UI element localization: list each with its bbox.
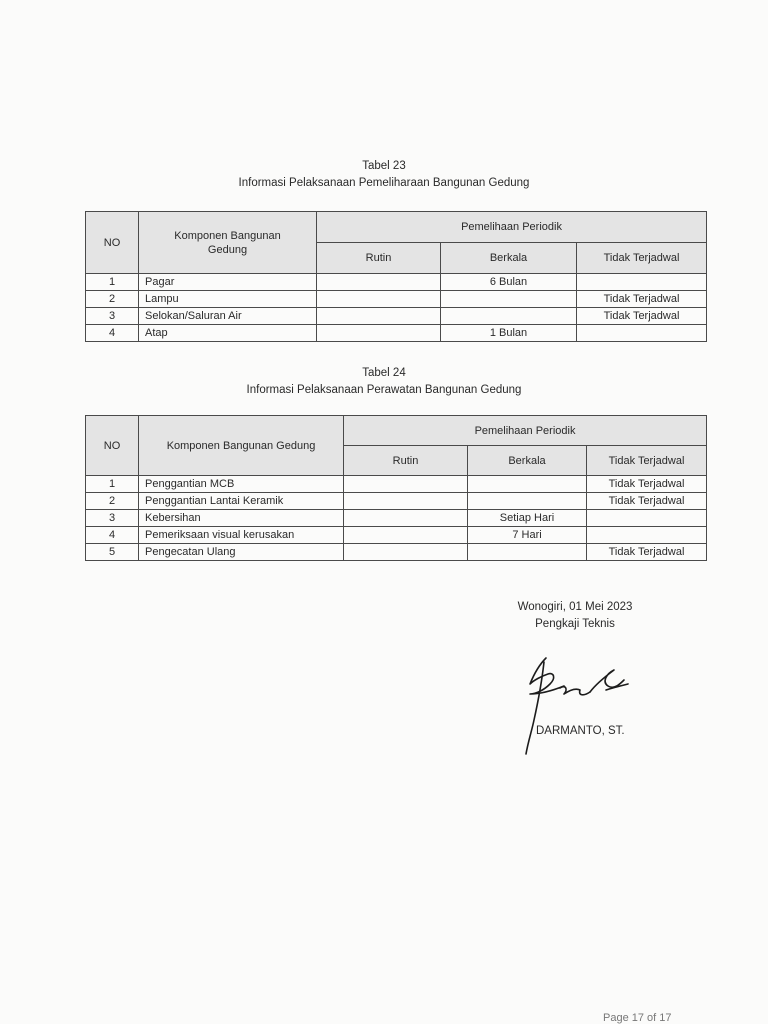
cell-berkala: 6 Bulan bbox=[441, 274, 577, 291]
table24-header-rutin: Rutin bbox=[344, 446, 468, 476]
cell-rutin bbox=[344, 493, 468, 510]
table23-header-berkala: Berkala bbox=[441, 243, 577, 274]
cell-tidak bbox=[577, 274, 707, 291]
cell-no: 1 bbox=[86, 476, 139, 493]
cell-komponen: Lampu bbox=[139, 291, 317, 308]
cell-rutin bbox=[317, 308, 441, 325]
cell-rutin bbox=[344, 544, 468, 561]
signature-role: Pengkaji Teknis bbox=[535, 618, 615, 630]
cell-rutin bbox=[344, 510, 468, 527]
cell-komponen: Pemeriksaan visual kerusakan bbox=[139, 527, 344, 544]
cell-rutin bbox=[317, 325, 441, 342]
cell-komponen: Pagar bbox=[139, 274, 317, 291]
page-number: Page 17 of 17 bbox=[603, 1012, 672, 1024]
cell-tidak: Tidak Terjadwal bbox=[587, 476, 707, 493]
table24-header-berkala: Berkala bbox=[468, 446, 587, 476]
signature-name: DARMANTO, ST. bbox=[536, 725, 625, 737]
cell-rutin bbox=[317, 274, 441, 291]
table-row bbox=[86, 308, 707, 325]
cell-tidak: Tidak Terjadwal bbox=[577, 291, 707, 308]
cell-komponen: Pengecatan Ulang bbox=[139, 544, 344, 561]
handwritten-signature bbox=[520, 650, 640, 760]
cell-no: 3 bbox=[86, 308, 139, 325]
table23 bbox=[85, 211, 707, 342]
table-row bbox=[86, 291, 707, 308]
table-row bbox=[86, 527, 707, 544]
table-row bbox=[86, 476, 707, 493]
table24-header-komponen: Komponen Bangunan Gedung bbox=[139, 416, 344, 476]
signature-place-date: Wonogiri, 01 Mei 2023 bbox=[517, 601, 633, 613]
table24-header-group: Pemelihaan Periodik bbox=[344, 416, 707, 446]
cell-berkala bbox=[468, 544, 587, 561]
cell-berkala: Setiap Hari bbox=[468, 510, 587, 527]
table-row bbox=[86, 493, 707, 510]
cell-komponen: Atap bbox=[139, 325, 317, 342]
table23-header-no: NO bbox=[86, 212, 139, 274]
table23-header-komponen: Komponen Bangunan Gedung bbox=[139, 212, 317, 274]
cell-tidak bbox=[587, 527, 707, 544]
table23-header-group: Pemelihaan Periodik bbox=[317, 212, 707, 243]
table24-header-no: NO bbox=[86, 416, 139, 476]
cell-tidak: Tidak Terjadwal bbox=[587, 493, 707, 510]
table-row bbox=[86, 325, 707, 342]
cell-rutin bbox=[344, 476, 468, 493]
cell-berkala bbox=[468, 493, 587, 510]
table23-header-tidak: Tidak Terjadwal bbox=[577, 243, 707, 274]
signature-block bbox=[490, 599, 660, 633]
cell-berkala bbox=[441, 308, 577, 325]
table24 bbox=[85, 415, 707, 561]
table24-header-tidak: Tidak Terjadwal bbox=[587, 446, 707, 476]
cell-komponen: Selokan/Saluran Air bbox=[139, 308, 317, 325]
cell-no: 3 bbox=[86, 510, 139, 527]
cell-berkala bbox=[468, 476, 587, 493]
table24-subtitle: Informasi Pelaksanaan Perawatan Bangunan Gedung bbox=[246, 384, 522, 396]
cell-tidak: Tidak Terjadwal bbox=[577, 308, 707, 325]
table23-subtitle: Informasi Pelaksanaan Pemeliharaan Bangunan Gedung bbox=[238, 177, 530, 189]
cell-no: 4 bbox=[86, 527, 139, 544]
cell-berkala: 1 Bulan bbox=[441, 325, 577, 342]
cell-no: 5 bbox=[86, 544, 139, 561]
table-row bbox=[86, 544, 707, 561]
cell-berkala bbox=[441, 291, 577, 308]
cell-tidak bbox=[577, 325, 707, 342]
cell-rutin bbox=[344, 527, 468, 544]
cell-no: 2 bbox=[86, 493, 139, 510]
table-row bbox=[86, 274, 707, 291]
cell-berkala: 7 Hari bbox=[468, 527, 587, 544]
table23-title: Tabel 23 bbox=[362, 160, 406, 172]
cell-tidak: Tidak Terjadwal bbox=[587, 544, 707, 561]
cell-no: 2 bbox=[86, 291, 139, 308]
cell-tidak bbox=[587, 510, 707, 527]
cell-rutin bbox=[317, 291, 441, 308]
table23-caption bbox=[0, 158, 768, 192]
table24-title: Tabel 24 bbox=[362, 367, 406, 379]
cell-komponen: Kebersihan bbox=[139, 510, 344, 527]
cell-no: 1 bbox=[86, 274, 139, 291]
cell-no: 4 bbox=[86, 325, 139, 342]
table24-caption bbox=[0, 365, 768, 399]
cell-komponen: Penggantian Lantai Keramik bbox=[139, 493, 344, 510]
table-row bbox=[86, 510, 707, 527]
table23-header-rutin: Rutin bbox=[317, 243, 441, 274]
cell-komponen: Penggantian MCB bbox=[139, 476, 344, 493]
